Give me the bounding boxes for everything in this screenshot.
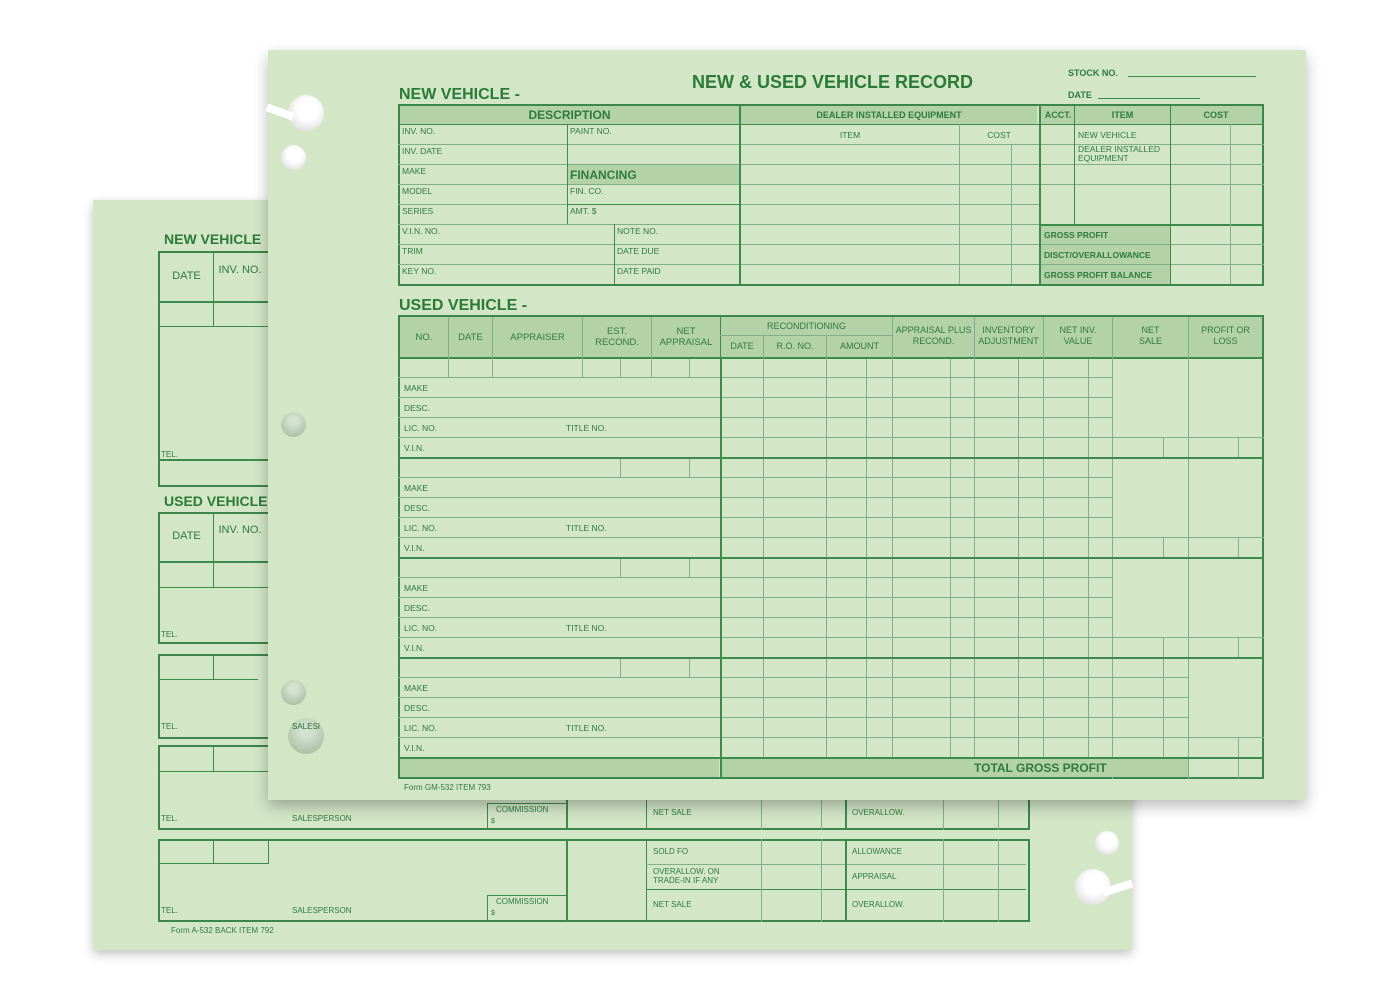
col-date: DATE (458, 332, 483, 343)
back-col-date: DATE (172, 270, 201, 282)
disct-overallowance-label: DISCT/OVERALLOWANCE (1044, 250, 1151, 260)
hole-punch-middle (281, 412, 306, 437)
back-commission-label-2: COMMISSION (496, 897, 549, 906)
row-title-no[interactable]: TITLE NO. (566, 623, 607, 633)
field-date-due[interactable]: DATE DUE (617, 246, 660, 256)
back-form-id: Form A-532 BACK ITEM 792 (171, 926, 274, 935)
used-vehicle-heading: USED VEHICLE - (399, 297, 528, 314)
dealer-equipment-header: DEALER INSTALLED EQUIPMENT (816, 110, 962, 120)
field-date-paid[interactable]: DATE PAID (617, 266, 661, 276)
back-tel-label: TEL. (161, 450, 178, 459)
field-vin-no[interactable]: V.I.N. NO. (402, 226, 440, 236)
field-fin-co[interactable]: FIN. CO. (570, 186, 604, 196)
back-commission-label: COMMISSION (496, 805, 549, 814)
field-model[interactable]: MODEL (402, 186, 433, 196)
back-salesperson-label: SALESPERSON (292, 814, 352, 823)
front-form-card (268, 50, 1306, 800)
row-desc[interactable]: DESC. (404, 403, 430, 413)
field-make[interactable]: MAKE (402, 166, 427, 176)
total-gross-profit-label: TOTAL GROSS PROFIT (974, 761, 1107, 775)
dealer-col-item: ITEM (839, 130, 861, 140)
dealer-col-cost: COST (987, 130, 1011, 140)
row-lic-no[interactable]: LIC. NO. (404, 423, 438, 433)
summary-col-cost: COST (1203, 110, 1229, 120)
row-vin[interactable]: V.I.N. (404, 743, 425, 753)
col-no: NO. (415, 332, 433, 343)
stock-no-field[interactable] (1128, 76, 1256, 77)
col-net-appraisal: NET APPRAISAL (659, 326, 713, 348)
col-appraiser: APPRAISER (510, 332, 565, 343)
used-vehicle-table (398, 315, 1264, 779)
back-tel-label-3: TEL. (161, 722, 178, 731)
back-commission-dollar-2: $ (491, 910, 495, 917)
row-make[interactable]: MAKE (404, 483, 429, 493)
back-tel-label-2: TEL. (161, 630, 178, 639)
date-label: DATE (1068, 90, 1092, 100)
col-net-inv-value: NET INV. VALUE (1059, 325, 1097, 346)
field-series[interactable]: SERIES (402, 206, 434, 216)
field-inv-no[interactable]: INV. NO. (402, 126, 436, 136)
back-salesperson-label-2: SALESPERSON (292, 906, 352, 915)
row-lic-no[interactable]: LIC. NO. (404, 523, 438, 533)
col-recond-amount: AMOUNT (840, 341, 879, 351)
col-appraisal-plus-recond: APPRAISAL PLUS RECOND. (895, 325, 972, 346)
back-allowance-label: ALLOWANCE (852, 847, 902, 856)
field-paint-no[interactable]: PAINT NO. (570, 126, 612, 136)
back-tel-label-4: TEL. (161, 814, 178, 823)
financing-header: FINANCING (570, 168, 637, 182)
back-appraisal-label: APPRAISAL (852, 872, 897, 881)
row-title-no[interactable]: TITLE NO. (566, 723, 607, 733)
row-make[interactable]: MAKE (404, 683, 429, 693)
back-col-date-2: DATE (172, 530, 201, 542)
col-net-sale: NET SALE (1138, 325, 1162, 346)
field-note-no[interactable]: NOTE NO. (617, 226, 659, 236)
row-vin[interactable]: V.I.N. (404, 643, 425, 653)
row-vin[interactable]: V.I.N. (404, 443, 425, 453)
col-reconditioning: RECONDITIONING (766, 321, 846, 331)
summary-col-item: ITEM (1111, 110, 1134, 120)
field-trim[interactable]: TRIM (402, 246, 423, 256)
row-lic-no[interactable]: LIC. NO. (404, 723, 438, 733)
row-lic-no[interactable]: LIC. NO. (404, 623, 438, 633)
row-make[interactable]: MAKE (404, 383, 429, 393)
back-col-inv-no-2: INV. NO. (218, 524, 262, 536)
field-amt[interactable]: AMT. $ (570, 206, 597, 216)
field-inv-date[interactable]: INV. DATE (402, 146, 443, 156)
back-col-inv-no: INV. NO. (218, 264, 262, 276)
stock-no-label: STOCK NO. (1068, 68, 1118, 78)
back-sold-fo-label: SOLD FO (653, 847, 689, 856)
back-overallow-label-2: OVERALLOW. (852, 900, 905, 909)
back-used-vehicle-heading: USED VEHICLE (164, 493, 268, 509)
form-title: NEW & USED VEHICLE RECORD (692, 72, 974, 92)
col-recond-date: DATE (730, 341, 754, 351)
summary-row-dealer-equipment: DEALER INSTALLED EQUIPMENT (1078, 144, 1161, 163)
back-new-vehicle-heading: NEW VEHICLE (164, 231, 262, 247)
back-overallow-trade-label: OVERALLOW. ON TRADE-IN IF ANY (653, 867, 720, 885)
row-desc[interactable]: DESC. (404, 703, 430, 713)
hole-punch-bottom-small (281, 680, 306, 705)
summary-col-acct: ACCT. (1044, 110, 1072, 120)
gross-profit-label: GROSS PROFIT (1044, 230, 1109, 240)
back-overallow-label: OVERALLOW. (852, 808, 905, 817)
row-vin[interactable]: V.I.N. (404, 543, 425, 553)
back-commission-dollar: $ (491, 818, 495, 825)
description-header: DESCRIPTION (528, 108, 611, 122)
back-net-sale-label: NET SALE (653, 808, 692, 817)
col-inventory-adjustment: INVENTORY ADJUSTMENT (978, 325, 1039, 346)
back-net-sale-label-2: NET SALE (653, 900, 692, 909)
back-tel-label-5: TEL. (161, 906, 178, 915)
date-field[interactable] (1098, 98, 1200, 99)
summary-row-new-vehicle: NEW VEHICLE (1078, 130, 1137, 140)
row-desc[interactable]: DESC. (404, 503, 430, 513)
back-salesp-peek: SALESI (292, 722, 321, 731)
col-est-recond: EST. RECOND. (595, 326, 639, 348)
hole-punch-top-small (281, 145, 306, 170)
col-recond-ro-no: R.O. NO. (776, 341, 814, 351)
field-key-no[interactable]: KEY NO. (402, 266, 437, 276)
front-form-id: Form GM-532 ITEM 793 (404, 783, 491, 792)
row-title-no[interactable]: TITLE NO. (566, 523, 607, 533)
gross-profit-balance-label: GROSS PROFIT BALANCE (1044, 270, 1153, 280)
row-title-no[interactable]: TITLE NO. (566, 423, 607, 433)
row-make[interactable]: MAKE (404, 583, 429, 593)
back-hole-punch-1 (1095, 831, 1119, 855)
row-desc[interactable]: DESC. (404, 603, 430, 613)
col-profit-or-loss: PROFIT OR LOSS (1201, 325, 1250, 346)
new-vehicle-heading: NEW VEHICLE - (399, 86, 520, 103)
